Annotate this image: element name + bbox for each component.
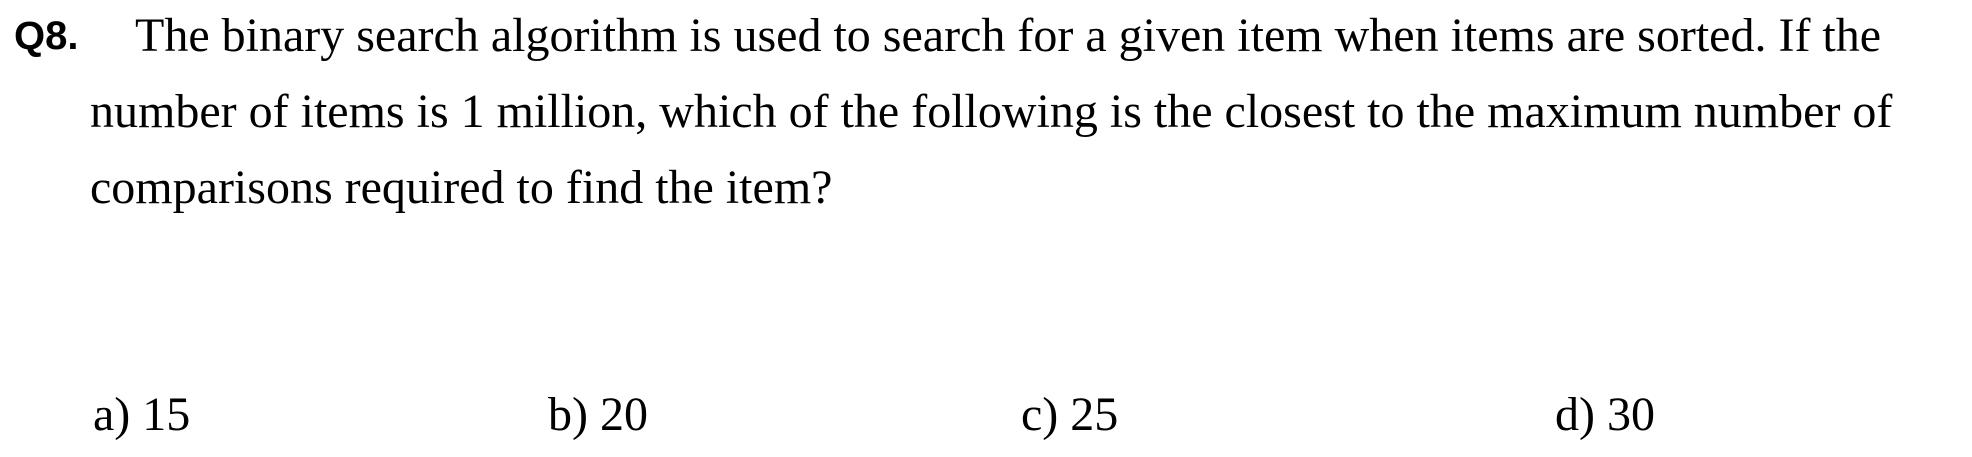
- question-text-line-3: comparisons required to find the item?: [90, 161, 833, 214]
- option-c[interactable]: c) 25: [1021, 388, 1119, 441]
- question-text-line-1: The binary search algorithm is used to search for a given item when items are sorted. If the: [135, 9, 1882, 62]
- option-d[interactable]: d) 30: [1555, 388, 1655, 441]
- option-a[interactable]: a) 15: [93, 388, 191, 441]
- question-text-line-2: number of items is 1 million, which of the following is the closest to the maximum number of: [90, 85, 1893, 138]
- option-b[interactable]: b) 20: [548, 388, 648, 441]
- question-number: Q8.: [14, 14, 79, 58]
